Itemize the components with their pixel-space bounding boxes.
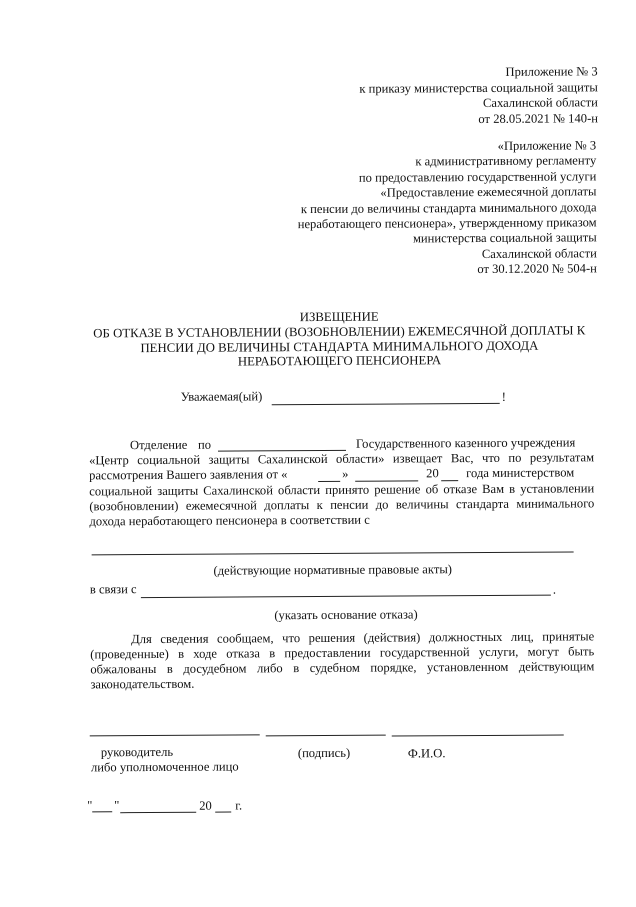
- body-line: «Центр социальной защиты Сахалинской области» извещает Вас, что по результатам: [89, 450, 595, 468]
- signer-fio-field[interactable]: [392, 735, 564, 737]
- header-approval-line: от 28.05.2021 № 140-н: [478, 110, 599, 126]
- body-line: социальной защиты Сахалинской области принято решение об отказе Вам в установлении: [89, 481, 595, 499]
- body-l3-a: рассмотрения Вашего заявления от «: [89, 467, 288, 483]
- signature-field[interactable]: [266, 735, 386, 737]
- title-line: ОБ ОТКАЗЕ В УСТАНОВЛЕНИИ (ВОЗОБНОВЛЕНИИ) ЕЖЕМЕСЯЧНОЙ ДОПЛАТЫ К: [93, 323, 586, 341]
- signature-caption: (подпись): [297, 745, 351, 761]
- body-l1-c: Государственного казенного учреждения: [355, 435, 576, 451]
- header-regulation-line: к административному регламенту: [415, 153, 597, 169]
- header-approval-line: к приказу министерства социальной защиты: [359, 79, 598, 96]
- header-regulation-line: к пенсии до величины стандарта минимального дохода: [300, 199, 597, 216]
- reason-caption: (указать основание отказа): [274, 607, 418, 623]
- header-approval: [359, 64, 598, 127]
- date-quote-open: ": [87, 798, 93, 813]
- header-regulation-line: Сахалинской области: [481, 246, 597, 261]
- appeal-line: (проведенные) в ходе отказа в предоставлении государственной услуги, могут быть: [90, 644, 595, 662]
- title-line: ПЕНСИИ ДО ВЕЛИЧИНЫ СТАНДАРТА МИНИМАЛЬНОГО ДОХОДА: [140, 338, 539, 355]
- body-l1-b: по: [197, 437, 212, 452]
- title-line: НЕРАБОТАЮЩЕГО ПЕНСИОНЕРА: [237, 353, 442, 369]
- application-year-field[interactable]: [441, 480, 458, 481]
- header-regulation-line: «Предоставление ежемесячной доплаты: [380, 184, 597, 200]
- title-line: ИЗВЕЩЕНИЕ: [299, 309, 379, 325]
- date-quote-close: ": [114, 798, 120, 813]
- normative-acts-field[interactable]: [92, 551, 574, 555]
- header-approval-line: Приложение № 3: [505, 64, 598, 79]
- date-suffix: г.: [235, 798, 243, 813]
- reason-suffix: .: [552, 582, 557, 597]
- body-l3-b: »: [342, 466, 349, 481]
- date-year-prefix: 20: [199, 798, 212, 813]
- sign-day-field[interactable]: [92, 811, 112, 812]
- document-title: [79, 308, 599, 370]
- body-l3-d: года министерством: [466, 465, 575, 481]
- greeting-suffix: !: [501, 389, 506, 404]
- reason-prefix: в связи с: [89, 582, 137, 597]
- header-regulation-line: от 30.12.2020 № 504-н: [477, 261, 597, 277]
- header-regulation-line: неработающего пенсионера», утвержденному приказом: [297, 215, 597, 232]
- normative-acts-caption: (действующие нормативные правовые акты): [213, 562, 453, 578]
- application-day-field[interactable]: [318, 481, 340, 482]
- fio-caption: Ф.И.О.: [407, 746, 446, 761]
- signer-position-caption-2: либо уполномоченное лицо: [90, 759, 239, 775]
- body-line: (возобновлении) ежемесячной доплаты к пенсии до величины стандарта минимального: [89, 496, 595, 514]
- signer-position-field[interactable]: [90, 734, 260, 736]
- appeal-line: законодательством.: [90, 676, 195, 692]
- signer-position-caption-1: руководитель: [100, 744, 174, 760]
- header-regulation-line: по предоставлению государственной услуги: [358, 169, 597, 185]
- body-l3-c: 20: [426, 466, 439, 481]
- header-regulation-line: «Приложение № 3: [497, 138, 597, 153]
- reason-field[interactable]: [141, 595, 551, 599]
- recipient-name-field[interactable]: [272, 403, 500, 405]
- greeting: [181, 389, 263, 404]
- header-approval-line: Сахалинской области: [482, 95, 598, 110]
- greeting-prefix: Уважаемая(ый): [180, 389, 263, 404]
- sign-year-field[interactable]: [215, 812, 231, 813]
- body-line: дохода неработающего пенсионера в соответствии с: [89, 512, 370, 529]
- body-l1-a: Отделение: [129, 437, 188, 453]
- header-regulation: [297, 138, 597, 278]
- sign-month-field[interactable]: [120, 812, 196, 813]
- header-regulation-line: министерства социальной защиты: [412, 230, 597, 246]
- appeal-line: Для сведения сообщаем, что решения (действия) должностных лиц, принятые: [131, 629, 595, 647]
- appeal-line: обжалованы в досудебном либо в судебном порядке, установленном действующим: [90, 659, 595, 677]
